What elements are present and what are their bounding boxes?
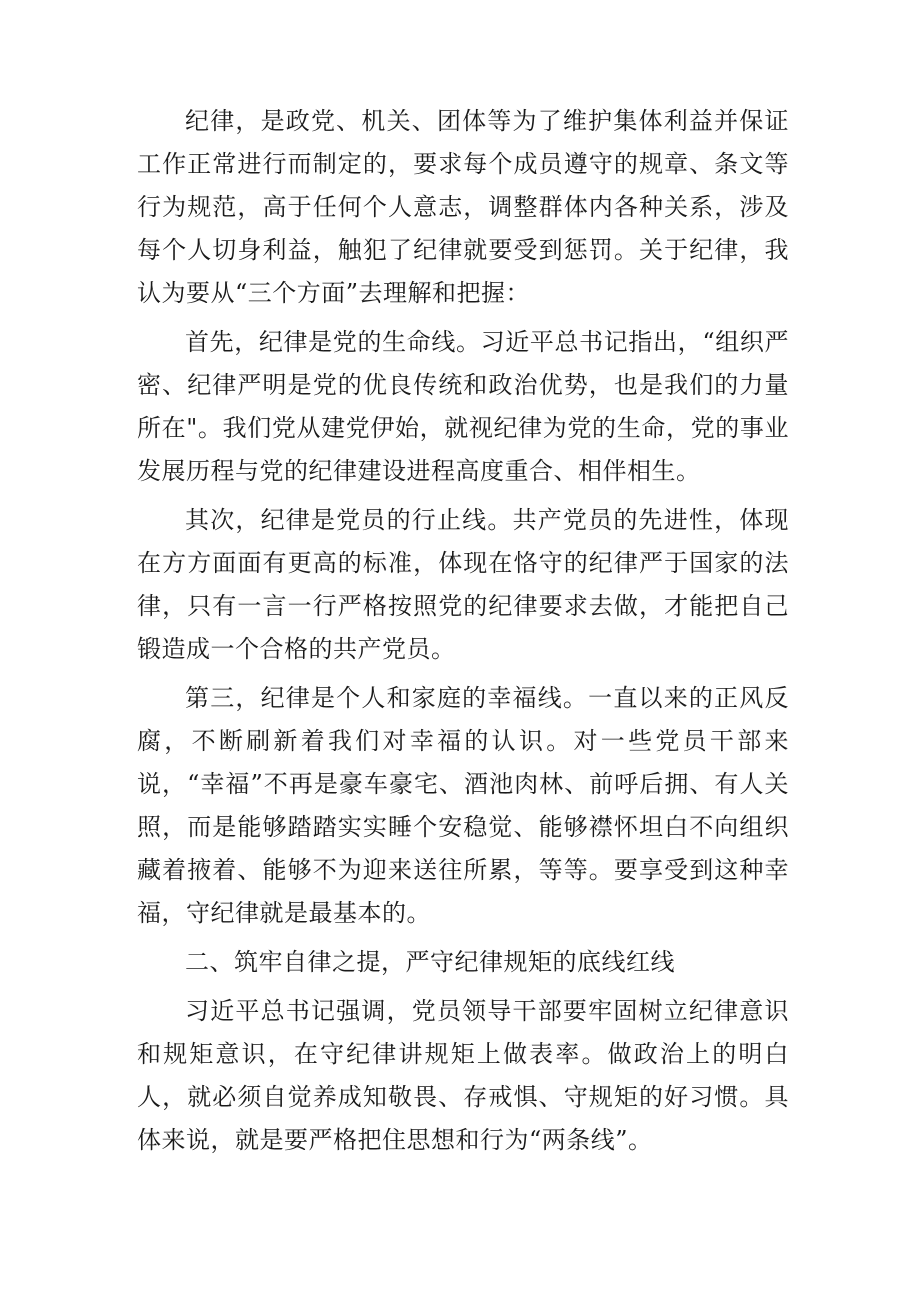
paragraph-section-two-intro: 习近平总书记强调，党员领导干部要牢固树立纪律意识和规矩意识，在守纪律讲规矩上做表率。做政治上的明白人，就必须自觉养成知敬畏、存戒惧、守规矩的好习惯。具体来说，就是要严格把住思想和行为“两条线”。 [137,997,789,1154]
section-heading-two: 二、筑牢自律之提，严守纪律规矩的底线红线 [185,948,675,976]
paragraph-discipline-definition: 纪律，是政党、机关、团体等为了维护集体利益并保证工作正常进行而制定的，要求每个成员遵守的规章、条文等行为规范，高于任何个人意志，调整群体内各种关系，涉及每个人切身利益，触犯了纪律就要受到惩罚。关于纪律，我认为要从“三个方面”去理解和把握： [137,107,789,307]
paragraph-second-point: 其次，纪律是党员的行止线。共产党员的先进性，体现在方方面面有更高的标准，体现在恪守的纪律严于国家的法律，只有一言一行严格按照党的纪律要求去做，才能把自己锻造成一个合格的共产党员。 [137,506,789,663]
document-body [137,100,789,1168]
paragraph-first-point: 首先，纪律是党的生命线。习近平总书记指出，“组织严密、纪律严明是党的优良传统和政治优势，也是我们的力量所在"。我们党从建党伊始，就视纪律为党的生命，党的事业发展历程与党的纪律建设进程高度重合、相伴相生。 [137,328,789,485]
paragraph-third-point: 第三，纪律是个人和家庭的幸福线。一直以来的正风反腐，不断刷新着我们对幸福的认识。对一些党员干部来说，“幸福”不再是豪车豪宅、酒池肉林、前呼后拥、有人关照，而是能够踏踏实实睡个安稳觉、能够襟怀坦白不向组织藏着掖着、能够不为迎来送往所累，等等。要享受到这种幸福，守纪律就是最基本的。 [137,684,789,927]
